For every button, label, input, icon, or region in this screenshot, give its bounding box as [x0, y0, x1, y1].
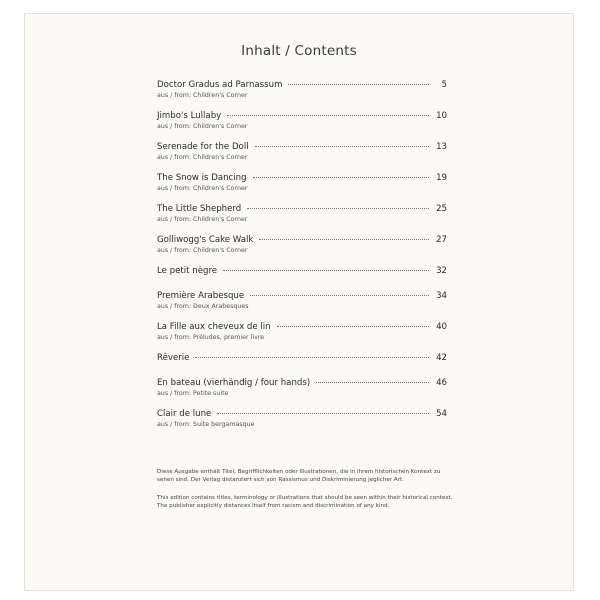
- german-disclaimer: Diese Ausgabe enthält Titel, Begrifflichkeiten oder Illustrationen, die in ihrem historischen Kontext zu sehen sind. Der Verlag distanziert sich von Rassismus und Diskriminierung jeglicher Art.: [157, 469, 441, 484]
- editorial-notes: [157, 468, 453, 520]
- entry-page-number: 46: [436, 378, 447, 388]
- entry-source: aus / from: Children's Corner: [157, 247, 248, 254]
- entry-title: Jimbo's Lullaby: [157, 111, 222, 121]
- entry-title: Clair de lune: [157, 409, 212, 419]
- toc-entry: [157, 142, 447, 162]
- toc-entry: [157, 235, 447, 255]
- dot-leader: [255, 146, 429, 147]
- entry-title: La Fille aux cheveux de lin: [157, 322, 271, 332]
- toc-entry: [157, 266, 447, 277]
- dot-leader: [217, 413, 429, 414]
- entry-source: aus / from: Petite suite: [157, 390, 229, 397]
- entry-page-number: 5: [441, 80, 447, 90]
- entry-source: aus / from: Children's Corner: [157, 123, 248, 130]
- entry-page-number: 19: [436, 173, 447, 183]
- english-disclaimer: This edition contains titles, terminology or illustrations that should be seen within their historical context. The publisher explicitly distances itself from racism and discrimination of any kind.: [157, 494, 453, 510]
- entry-page-number: 27: [436, 235, 447, 245]
- entry-source: aus / from: Deux Arabesques: [157, 303, 249, 310]
- toc-entry: [157, 353, 447, 364]
- page-title: Inhalt / Contents: [241, 43, 357, 59]
- dot-leader: [259, 239, 429, 240]
- entry-source: aus / from: Children's Corner: [157, 185, 248, 192]
- toc-entry: [157, 322, 447, 342]
- entry-source: aus / from: Children's Corner: [157, 92, 248, 99]
- toc-entry: [157, 173, 447, 193]
- dot-leader: [250, 295, 429, 296]
- toc-entry: [157, 378, 447, 398]
- entry-title: Doctor Gradus ad Parnassum: [157, 80, 283, 90]
- dot-leader: [277, 326, 429, 327]
- entry-title: Golliwogg's Cake Walk: [157, 235, 254, 245]
- entry-title: Première Arabesque: [157, 291, 245, 301]
- contents-page: [25, 14, 573, 590]
- entry-title: Rêverie: [157, 353, 190, 363]
- dot-leader: [253, 177, 429, 178]
- dot-leader: [288, 84, 429, 85]
- entry-page-number: 34: [436, 291, 447, 301]
- entry-page-number: 54: [436, 409, 447, 419]
- entry-title: The Little Shepherd: [157, 204, 242, 214]
- entry-title: Le petit nègre: [157, 266, 218, 276]
- dot-leader: [227, 115, 429, 116]
- toc-entry: [157, 80, 447, 100]
- toc-entry: [157, 111, 447, 131]
- entry-page-number: 32: [436, 266, 447, 276]
- dot-leader: [316, 382, 429, 383]
- entry-title: En bateau (vierhändig / four hands): [157, 378, 311, 388]
- entry-page-number: 10: [436, 111, 447, 121]
- dot-leader: [223, 270, 429, 271]
- entry-page-number: 42: [436, 353, 447, 363]
- entry-page-number: 40: [436, 322, 447, 332]
- dot-leader: [247, 208, 429, 209]
- entry-page-number: 25: [436, 204, 447, 214]
- entry-source: aus / from: Préludes, premier livre: [157, 334, 265, 341]
- entry-source: aus / from: Children's Corner: [157, 154, 248, 161]
- toc-entry: [157, 409, 447, 429]
- toc-entry: [157, 291, 447, 311]
- entry-source: aus / from: Children's Corner: [157, 216, 248, 223]
- entry-source: aus / from: Suite bergamasque: [157, 421, 255, 428]
- toc-entry: [157, 204, 447, 224]
- dot-leader: [195, 357, 429, 358]
- entry-title: The Snow is Dancing: [157, 173, 247, 183]
- entry-title: Serenade for the Doll: [157, 142, 249, 152]
- entry-page-number: 13: [436, 142, 447, 152]
